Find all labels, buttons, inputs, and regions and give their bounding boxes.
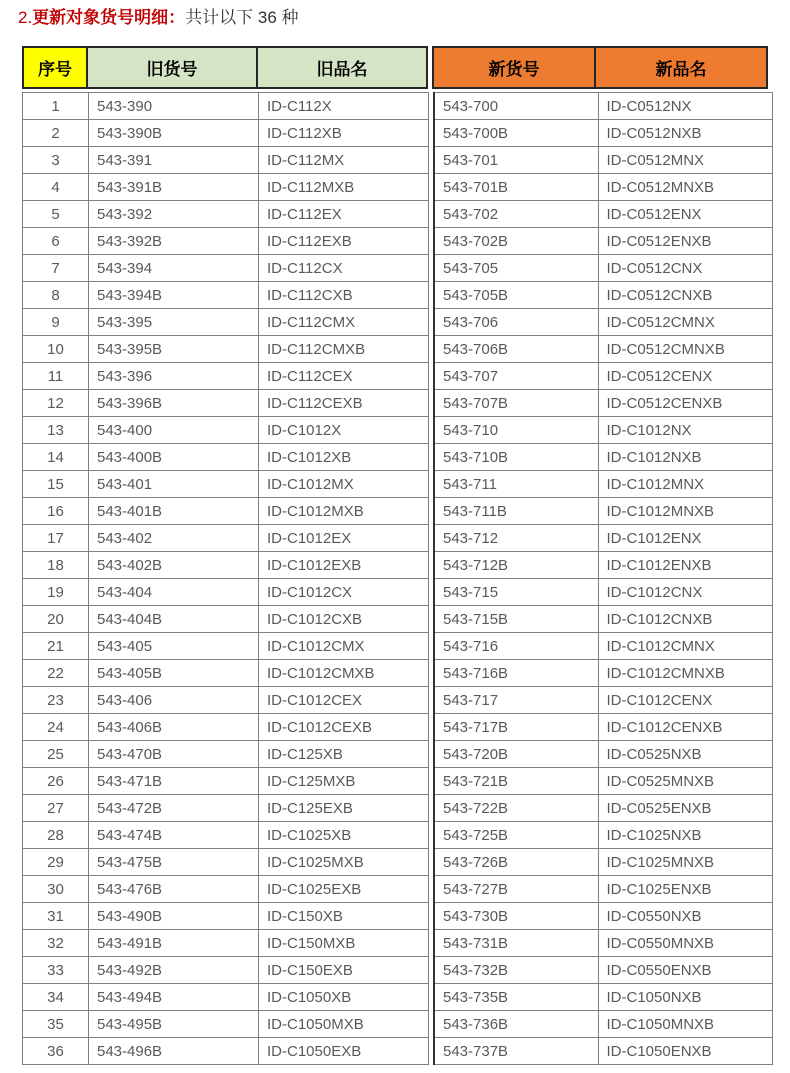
table-row-new (434, 822, 772, 849)
cell-old-name: ID-C112X (259, 93, 429, 120)
table-row-old (23, 903, 429, 930)
table-row-new (434, 309, 772, 336)
cell-new-name: ID-C1012MNXB (598, 498, 772, 525)
cell-new-code: 543-737B (434, 1038, 598, 1065)
cell-old-code: 543-401B (89, 498, 259, 525)
cell-old-name: ID-C112XB (259, 120, 429, 147)
cell-old-name: ID-C1012CEX (259, 687, 429, 714)
cell-old-name: ID-C1012X (259, 417, 429, 444)
table-row-old (23, 201, 429, 228)
cell-old-name: ID-C150MXB (259, 930, 429, 957)
cell-old-name: ID-C112CEX (259, 363, 429, 390)
cell-old-name: ID-C125EXB (259, 795, 429, 822)
cell-seq: 11 (23, 363, 89, 390)
table-row-old (23, 93, 429, 120)
table-row-old (23, 120, 429, 147)
cell-new-code: 543-700B (434, 120, 598, 147)
cell-old-name: ID-C112EX (259, 201, 429, 228)
table-row-old (23, 282, 429, 309)
title-number: 2. (18, 8, 33, 27)
cell-seq: 36 (23, 1038, 89, 1065)
cell-old-code: 543-390B (89, 120, 259, 147)
cell-new-name: ID-C1050NXB (598, 984, 772, 1011)
cell-new-name: ID-C1012CMNXB (598, 660, 772, 687)
cell-new-name: ID-C1012CNXB (598, 606, 772, 633)
new-products-table (433, 92, 773, 1065)
cell-new-code: 543-701 (434, 147, 598, 174)
table-row-new (434, 1038, 772, 1065)
cell-new-name: ID-C0512NXB (598, 120, 772, 147)
cell-old-code: 543-490B (89, 903, 259, 930)
cell-new-code: 543-716B (434, 660, 598, 687)
cell-new-name: ID-C1012NXB (598, 444, 772, 471)
cell-seq: 18 (23, 552, 89, 579)
cell-old-name: ID-C1012CX (259, 579, 429, 606)
cell-old-code: 543-475B (89, 849, 259, 876)
table-row-new (434, 525, 772, 552)
cell-seq: 6 (23, 228, 89, 255)
cell-seq: 4 (23, 174, 89, 201)
cell-new-code: 543-732B (434, 957, 598, 984)
cell-old-code: 543-404 (89, 579, 259, 606)
table-row-old (23, 417, 429, 444)
cell-old-name: ID-C1025MXB (259, 849, 429, 876)
table-row-old (23, 768, 429, 795)
cell-old-code: 543-406 (89, 687, 259, 714)
cell-new-code: 543-707B (434, 390, 598, 417)
cell-new-code: 543-710B (434, 444, 598, 471)
cell-new-code: 543-711B (434, 498, 598, 525)
table-row-old (23, 957, 429, 984)
table-row-old (23, 309, 429, 336)
cell-old-code: 543-405 (89, 633, 259, 660)
cell-new-name: ID-C0512CNXB (598, 282, 772, 309)
cell-old-code: 543-401 (89, 471, 259, 498)
cell-old-name: ID-C112EXB (259, 228, 429, 255)
cell-seq: 32 (23, 930, 89, 957)
table-row-new (434, 849, 772, 876)
cell-new-code: 543-717B (434, 714, 598, 741)
cell-old-code: 543-404B (89, 606, 259, 633)
old-products-table (22, 92, 429, 1065)
cell-new-code: 543-710 (434, 417, 598, 444)
header-old-code: 旧货号 (86, 46, 258, 89)
cell-old-code: 543-495B (89, 1011, 259, 1038)
cell-new-code: 543-722B (434, 795, 598, 822)
table-row-new (434, 984, 772, 1011)
table-row-new (434, 1011, 772, 1038)
table-row-old (23, 660, 429, 687)
cell-new-code: 543-715 (434, 579, 598, 606)
cell-new-code: 543-716 (434, 633, 598, 660)
title-emphasis: 更新对象货号明细： (32, 8, 186, 27)
cell-seq: 3 (23, 147, 89, 174)
table-row-old (23, 606, 429, 633)
table-row-old (23, 714, 429, 741)
cell-new-name: ID-C0550ENXB (598, 957, 772, 984)
table-row-new (434, 255, 772, 282)
cell-seq: 16 (23, 498, 89, 525)
cell-old-code: 543-400B (89, 444, 259, 471)
cell-new-name: ID-C1012MNX (598, 471, 772, 498)
table-row-new (434, 363, 772, 390)
cell-seq: 34 (23, 984, 89, 1011)
cell-old-name: ID-C1012CMX (259, 633, 429, 660)
header-new-name: 新品名 (594, 46, 768, 89)
cell-seq: 1 (23, 93, 89, 120)
table-row-old (23, 633, 429, 660)
header-group-old (22, 46, 428, 89)
cell-old-code: 543-491B (89, 930, 259, 957)
table-row-old (23, 822, 429, 849)
table-row-new (434, 579, 772, 606)
cell-new-name: ID-C0512ENXB (598, 228, 772, 255)
table-row-new (434, 687, 772, 714)
cell-seq: 25 (23, 741, 89, 768)
table-row-old (23, 876, 429, 903)
cell-old-code: 543-396B (89, 390, 259, 417)
cell-seq: 8 (23, 282, 89, 309)
cell-new-name: ID-C0512CMNX (598, 309, 772, 336)
cell-old-code: 543-405B (89, 660, 259, 687)
cell-old-name: ID-C1012EXB (259, 552, 429, 579)
table-row-old (23, 1038, 429, 1065)
cell-new-name: ID-C1012CNX (598, 579, 772, 606)
cell-seq: 2 (23, 120, 89, 147)
table-row-old (23, 1011, 429, 1038)
cell-seq: 33 (23, 957, 89, 984)
cell-new-code: 543-735B (434, 984, 598, 1011)
table-row-new (434, 336, 772, 363)
cell-new-code: 543-711 (434, 471, 598, 498)
table-row-new (434, 768, 772, 795)
cell-seq: 24 (23, 714, 89, 741)
cell-old-name: ID-C1025EXB (259, 876, 429, 903)
table-row-old (23, 444, 429, 471)
cell-old-name: ID-C1012CEXB (259, 714, 429, 741)
table-row-new (434, 174, 772, 201)
cell-old-name: ID-C112CMX (259, 309, 429, 336)
cell-new-name: ID-C0512CENX (598, 363, 772, 390)
cell-new-name: ID-C0550MNXB (598, 930, 772, 957)
cell-seq: 14 (23, 444, 89, 471)
cell-old-code: 543-402 (89, 525, 259, 552)
cell-new-name: ID-C0512MNXB (598, 174, 772, 201)
cell-old-code: 543-391B (89, 174, 259, 201)
table-row-new (434, 390, 772, 417)
cell-old-name: ID-C1050EXB (259, 1038, 429, 1065)
cell-new-name: ID-C0525NXB (598, 741, 772, 768)
cell-seq: 5 (23, 201, 89, 228)
cell-seq: 10 (23, 336, 89, 363)
cell-new-name: ID-C0512ENX (598, 201, 772, 228)
title-rest: 共计以下 36 种 (185, 8, 299, 27)
cell-new-code: 543-702 (434, 201, 598, 228)
table-row-new (434, 957, 772, 984)
cell-seq: 21 (23, 633, 89, 660)
cell-old-name: ID-C1012XB (259, 444, 429, 471)
table-row-new (434, 120, 772, 147)
cell-old-code: 543-392B (89, 228, 259, 255)
cell-seq: 31 (23, 903, 89, 930)
cell-old-name: ID-C112CEXB (259, 390, 429, 417)
cell-new-name: ID-C1012CENX (598, 687, 772, 714)
cell-new-code: 543-701B (434, 174, 598, 201)
table-row-new (434, 147, 772, 174)
cell-new-code: 543-705 (434, 255, 598, 282)
table-row-old (23, 552, 429, 579)
table-row-new (434, 930, 772, 957)
cell-seq: 7 (23, 255, 89, 282)
table-row-new (434, 93, 772, 120)
cell-old-name: ID-C1012MX (259, 471, 429, 498)
cell-old-name: ID-C1050XB (259, 984, 429, 1011)
cell-new-name: ID-C0550NXB (598, 903, 772, 930)
table-row-new (434, 552, 772, 579)
cell-old-name: ID-C150XB (259, 903, 429, 930)
cell-new-code: 543-702B (434, 228, 598, 255)
cell-old-name: ID-C125MXB (259, 768, 429, 795)
cell-seq: 17 (23, 525, 89, 552)
cell-new-name: ID-C1025NXB (598, 822, 772, 849)
cell-old-code: 543-392 (89, 201, 259, 228)
cell-old-code: 543-476B (89, 876, 259, 903)
table-row-new (434, 633, 772, 660)
cell-seq: 29 (23, 849, 89, 876)
table-row-old (23, 741, 429, 768)
cell-seq: 28 (23, 822, 89, 849)
cell-new-code: 543-727B (434, 876, 598, 903)
table-row-new (434, 471, 772, 498)
cell-new-code: 543-717 (434, 687, 598, 714)
cell-old-code: 543-394 (89, 255, 259, 282)
cell-old-code: 543-395B (89, 336, 259, 363)
table-header-row (22, 46, 773, 89)
cell-new-code: 543-706B (434, 336, 598, 363)
table-row-old (23, 255, 429, 282)
cell-seq: 26 (23, 768, 89, 795)
cell-seq: 30 (23, 876, 89, 903)
table-body (22, 92, 773, 1065)
table-row-old (23, 228, 429, 255)
cell-old-code: 543-406B (89, 714, 259, 741)
cell-new-code: 543-730B (434, 903, 598, 930)
cell-new-code: 543-720B (434, 741, 598, 768)
page-title (18, 6, 299, 30)
table-row-old (23, 930, 429, 957)
table-row-old (23, 687, 429, 714)
cell-new-code: 543-721B (434, 768, 598, 795)
cell-old-name: ID-C112MXB (259, 174, 429, 201)
cell-seq: 22 (23, 660, 89, 687)
cell-new-name: ID-C1012CMNX (598, 633, 772, 660)
cell-old-name: ID-C112CXB (259, 282, 429, 309)
table-row-old (23, 525, 429, 552)
cell-new-code: 543-700 (434, 93, 598, 120)
cell-new-name: ID-C1012ENXB (598, 552, 772, 579)
cell-old-code: 543-494B (89, 984, 259, 1011)
cell-new-name: ID-C0512CMNXB (598, 336, 772, 363)
table-row-new (434, 606, 772, 633)
cell-seq: 35 (23, 1011, 89, 1038)
cell-new-code: 543-725B (434, 822, 598, 849)
table-row-new (434, 903, 772, 930)
header-group-new (432, 46, 768, 89)
table-row-new (434, 498, 772, 525)
cell-old-code: 543-492B (89, 957, 259, 984)
cell-seq: 19 (23, 579, 89, 606)
cell-new-name: ID-C1025MNXB (598, 849, 772, 876)
table-row-old (23, 579, 429, 606)
cell-old-code: 543-470B (89, 741, 259, 768)
table-row-old (23, 498, 429, 525)
table-row-old (23, 147, 429, 174)
cell-new-name: ID-C0525MNXB (598, 768, 772, 795)
cell-new-code: 543-712B (434, 552, 598, 579)
cell-new-name: ID-C1012CENXB (598, 714, 772, 741)
cell-new-code: 543-712 (434, 525, 598, 552)
cell-new-name: ID-C0525ENXB (598, 795, 772, 822)
cell-old-name: ID-C112CMXB (259, 336, 429, 363)
table-row-new (434, 795, 772, 822)
cell-new-code: 543-736B (434, 1011, 598, 1038)
cell-new-code: 543-731B (434, 930, 598, 957)
header-old-name: 旧品名 (256, 46, 428, 89)
cell-old-code: 543-394B (89, 282, 259, 309)
cell-new-name: ID-C0512CENXB (598, 390, 772, 417)
cell-old-name: ID-C112CX (259, 255, 429, 282)
table-row-new (434, 741, 772, 768)
table-row-new (434, 282, 772, 309)
cell-old-name: ID-C1025XB (259, 822, 429, 849)
table-row-new (434, 660, 772, 687)
cell-seq: 13 (23, 417, 89, 444)
cell-old-name: ID-C112MX (259, 147, 429, 174)
cell-new-name: ID-C1012ENX (598, 525, 772, 552)
cell-new-name: ID-C0512MNX (598, 147, 772, 174)
cell-new-name: ID-C1012NX (598, 417, 772, 444)
table-row-new (434, 714, 772, 741)
cell-seq: 20 (23, 606, 89, 633)
cell-new-code: 543-726B (434, 849, 598, 876)
cell-new-name: ID-C1025ENXB (598, 876, 772, 903)
cell-old-name: ID-C1050MXB (259, 1011, 429, 1038)
cell-old-name: ID-C125XB (259, 741, 429, 768)
cell-old-name: ID-C150EXB (259, 957, 429, 984)
cell-old-code: 543-395 (89, 309, 259, 336)
cell-seq: 9 (23, 309, 89, 336)
cell-new-name: ID-C0512NX (598, 93, 772, 120)
cell-old-code: 543-471B (89, 768, 259, 795)
cell-seq: 27 (23, 795, 89, 822)
table-row-old (23, 984, 429, 1011)
cell-old-code: 543-402B (89, 552, 259, 579)
cell-seq: 23 (23, 687, 89, 714)
cell-new-code: 543-715B (434, 606, 598, 633)
cell-new-name: ID-C1050ENXB (598, 1038, 772, 1065)
cell-seq: 15 (23, 471, 89, 498)
table-row-old (23, 363, 429, 390)
cell-old-code: 543-472B (89, 795, 259, 822)
header-new-code: 新货号 (432, 46, 596, 89)
header-seq: 序号 (22, 46, 88, 89)
table-row-new (434, 201, 772, 228)
cell-old-name: ID-C1012EX (259, 525, 429, 552)
cell-old-name: ID-C1012CXB (259, 606, 429, 633)
table-row-old (23, 336, 429, 363)
cell-new-code: 543-706 (434, 309, 598, 336)
table-row-old (23, 390, 429, 417)
cell-old-code: 543-474B (89, 822, 259, 849)
table-row-new (434, 444, 772, 471)
cell-old-code: 543-391 (89, 147, 259, 174)
cell-new-code: 543-707 (434, 363, 598, 390)
cell-new-name: ID-C0512CNX (598, 255, 772, 282)
product-code-table (22, 46, 773, 1065)
cell-new-name: ID-C1050MNXB (598, 1011, 772, 1038)
cell-old-code: 543-396 (89, 363, 259, 390)
table-row-new (434, 228, 772, 255)
cell-old-code: 543-390 (89, 93, 259, 120)
table-row-new (434, 417, 772, 444)
table-row-old (23, 849, 429, 876)
cell-old-code: 543-400 (89, 417, 259, 444)
cell-old-name: ID-C1012MXB (259, 498, 429, 525)
table-row-old (23, 795, 429, 822)
table-row-old (23, 471, 429, 498)
cell-seq: 12 (23, 390, 89, 417)
cell-old-code: 543-496B (89, 1038, 259, 1065)
table-row-old (23, 174, 429, 201)
table-row-new (434, 876, 772, 903)
cell-old-name: ID-C1012CMXB (259, 660, 429, 687)
cell-new-code: 543-705B (434, 282, 598, 309)
